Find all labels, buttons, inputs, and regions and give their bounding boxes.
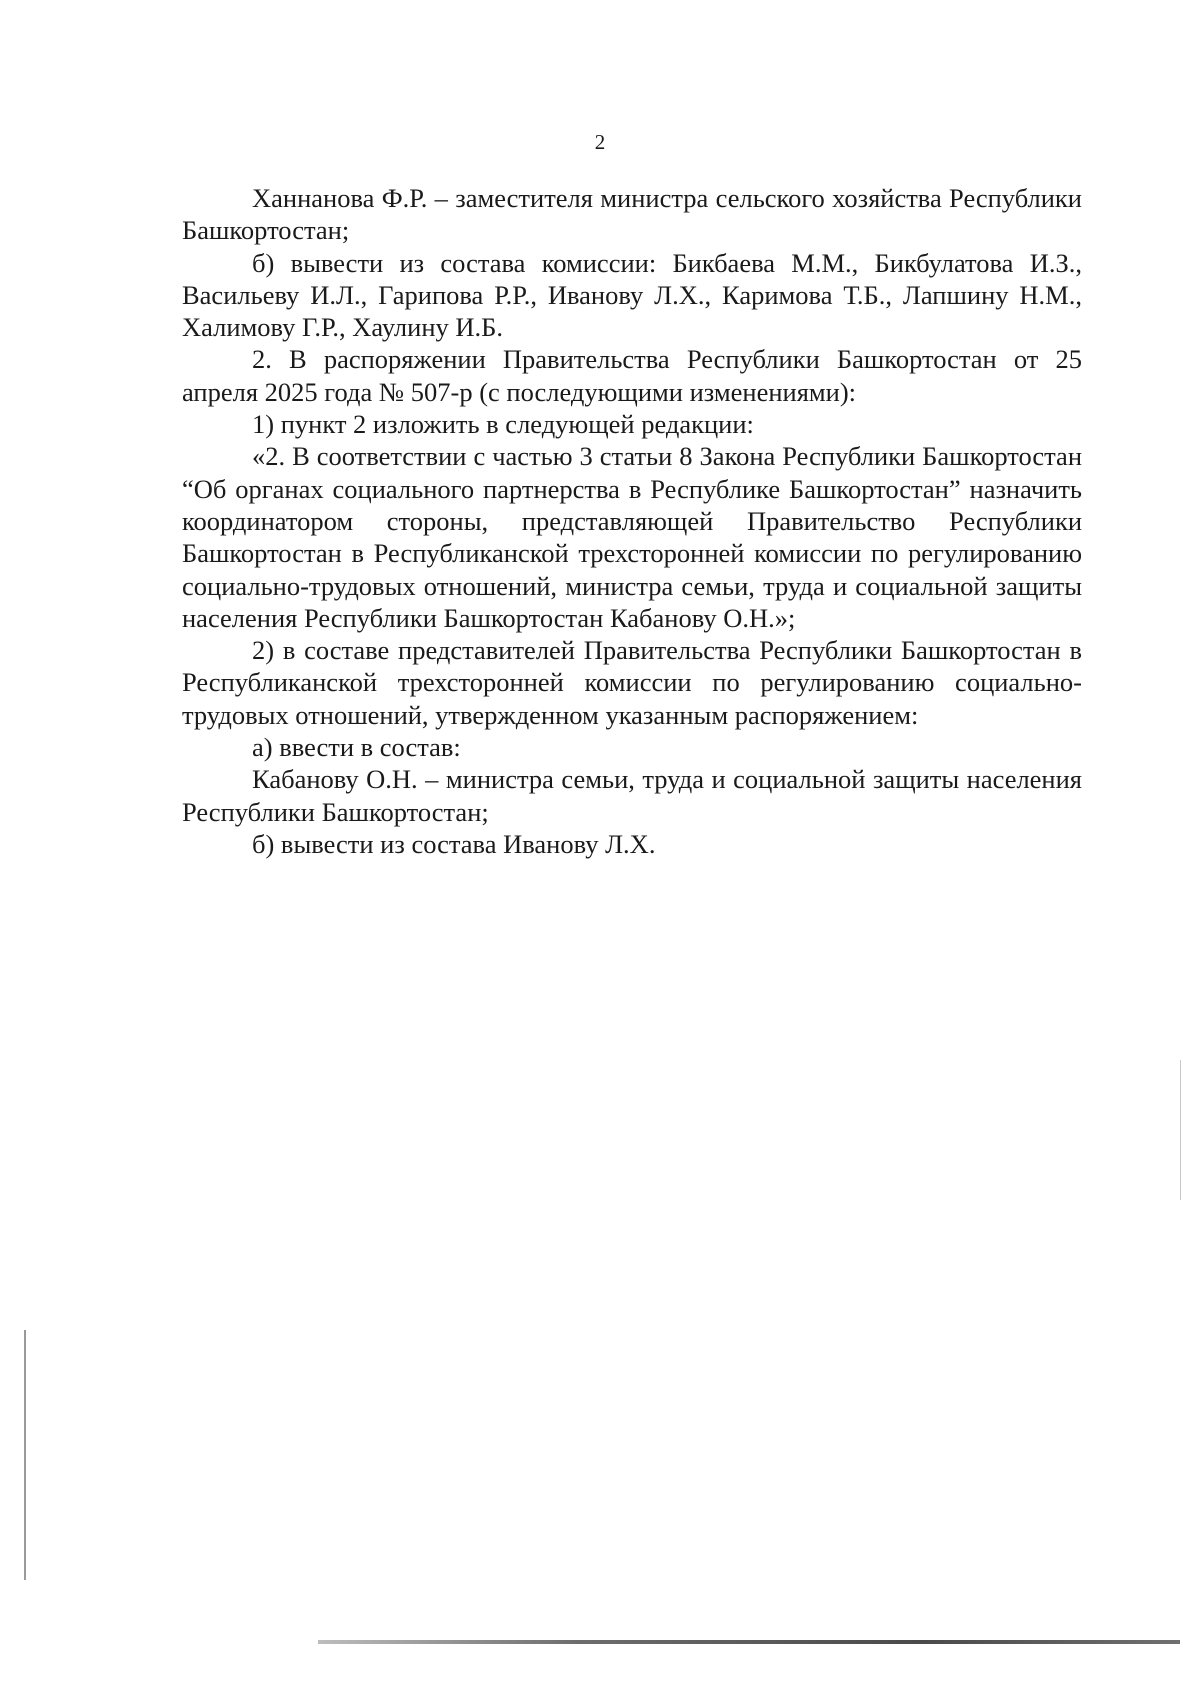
- paragraph-kabanova: Кабанову О.Н. – министра семьи, труда и социальной защиты населения Республики Башкортостан;: [182, 764, 1082, 827]
- paragraph-khannanov: Ханнанова Ф.Р. – заместителя министра сельского хозяйства Республики Башкортостан;: [182, 183, 1082, 246]
- scan-artifact-left: [24, 1330, 26, 1580]
- page-number: 2: [594, 130, 606, 154]
- document-body: [182, 182, 1082, 860]
- scan-edge-line: [318, 1640, 1180, 1644]
- paragraph-remove-members: б) вывести из состава комиссии: Бикбаева М.М., Бикбулатова И.З., Васильеву И.Л., Гарипова Р.Р., Иванову Л.Х., Каримова Т.Б., Лапшину Н.М., Халимову Г.Р., Хаулину И.Б.: [182, 247, 1082, 343]
- paragraph-subitem-1: 1) пункт 2 изложить в следующей редакции:: [252, 409, 754, 440]
- paragraph-add-member: а) ввести в состав:: [252, 732, 461, 763]
- paragraph-item-2: 2. В распоряжении Правительства Республики Башкортостан от 25 апреля 2025 года № 507-р (с последующими изменениями):: [182, 344, 1082, 407]
- paragraph-remove-ivanova: б) вывести из состава Иванову Л.Х.: [252, 828, 656, 859]
- paragraph-new-wording: «2. В соответствии с частью 3 статьи 8 Закона Республики Башкортостан “Об органах социального партнерства в Республике Башкортостан” назначить координатором стороны, представляющей Правительство Республики Башкортостан в Республиканской трехсторонней комиссии по регулированию социально-трудовых отношений, министра семьи, труда и социальной защиты населения Республики Башкортостан Кабанову О.Н.»;: [182, 441, 1082, 633]
- scan-artifact-right: [1180, 1060, 1181, 1200]
- paragraph-subitem-2: 2) в составе представителей Правительства Республики Башкортостан в Республиканской трехсторонней комиссии по регулированию социально-трудовых отношений, утвержденном указанным распоряжением:: [182, 635, 1082, 730]
